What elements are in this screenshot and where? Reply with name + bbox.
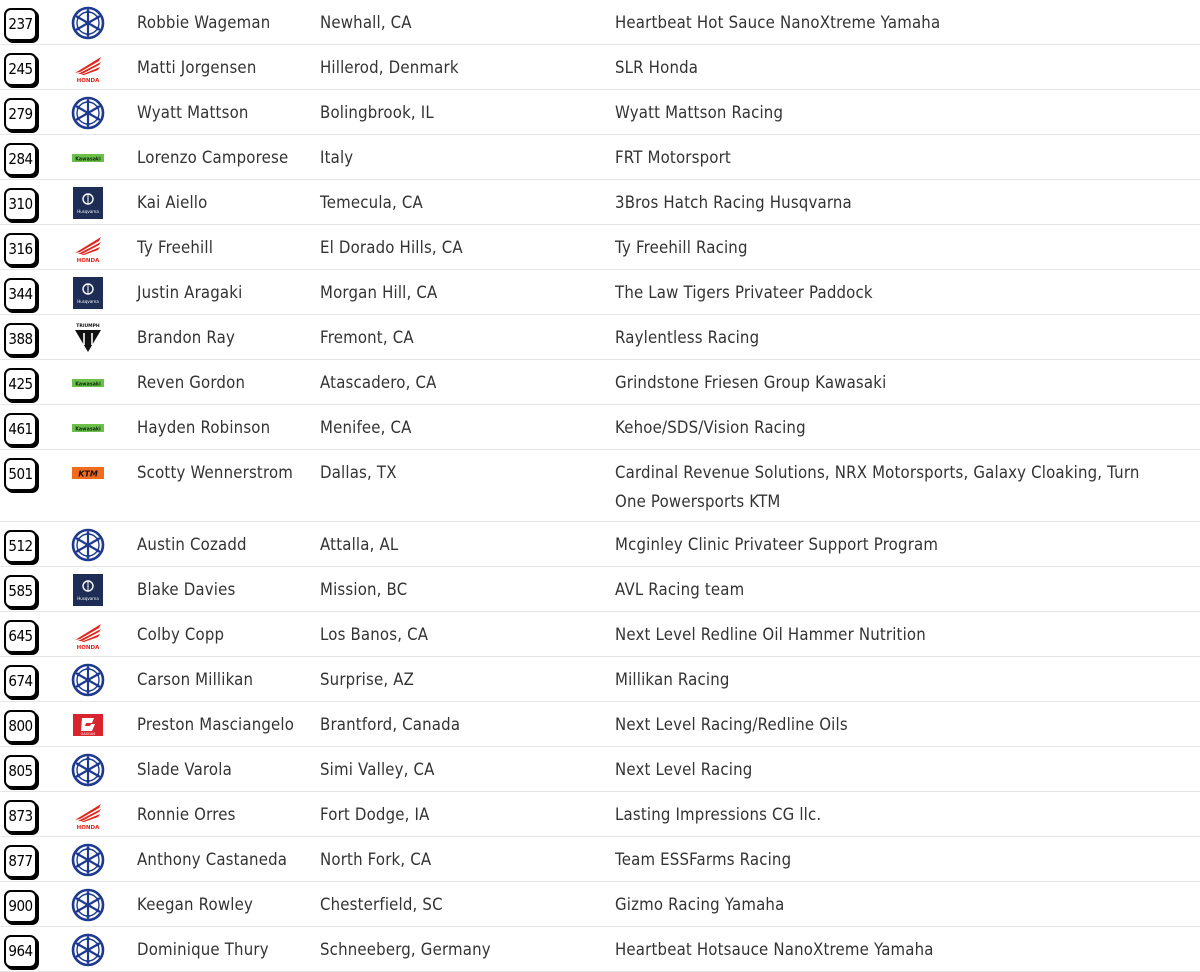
table-row xyxy=(0,612,1200,657)
rider-number-plate: 873 xyxy=(4,800,37,833)
table-row xyxy=(0,657,1200,702)
rider-number-plate: 512 xyxy=(4,530,37,563)
rider-team: Cardinal Revenue Solutions, NRX Motorsports, Galaxy Cloaking, Turn One Powersports KTM xyxy=(615,463,1140,512)
husqvarna-logo-icon xyxy=(70,573,106,607)
rider-hometown: Dallas, TX xyxy=(320,463,397,483)
rider-team: Team ESSFarms Racing xyxy=(615,850,792,870)
table-row xyxy=(0,927,1200,972)
rider-number-plate: 645 xyxy=(4,620,37,653)
yamaha-logo-icon xyxy=(70,96,106,130)
honda-logo-text: HONDA xyxy=(76,258,100,264)
rider-name: Hayden Robinson xyxy=(137,418,271,438)
husqvarna-logo-icon xyxy=(70,186,106,220)
rider-name: Matti Jorgensen xyxy=(137,58,257,78)
rider-number-plate: 964 xyxy=(4,935,37,968)
yamaha-logo-icon xyxy=(70,753,106,787)
rider-hometown: Chesterfield, SC xyxy=(320,895,443,915)
rider-number-plate: 877 xyxy=(4,845,37,878)
table-row xyxy=(0,567,1200,612)
rider-name: Brandon Ray xyxy=(137,328,235,348)
rider-hometown: Simi Valley, CA xyxy=(320,760,435,780)
triumph-logo-icon xyxy=(70,321,106,355)
rider-name: Justin Aragaki xyxy=(137,283,243,303)
rider-name: Slade Varola xyxy=(137,760,232,780)
rider-team: AVL Racing team xyxy=(615,580,745,600)
rider-number-plate: 284 xyxy=(4,143,37,176)
ktm-logo-icon xyxy=(70,456,106,490)
rider-team: FRT Motorsport xyxy=(615,148,731,168)
rider-team: Mcginley Clinic Privateer Support Program xyxy=(615,535,939,555)
svg-text:TRIUMPH: TRIUMPH xyxy=(76,324,100,329)
rider-name: Blake Davies xyxy=(137,580,236,600)
rider-name: Ty Freehill xyxy=(137,238,214,258)
honda-wing-logo-icon xyxy=(70,231,106,265)
rider-name: Scotty Wennerstrom xyxy=(137,463,294,483)
rider-hometown: Newhall, CA xyxy=(320,13,412,33)
rider-number-plate: 585 xyxy=(4,575,37,608)
rider-hometown: Surprise, AZ xyxy=(320,670,415,690)
rider-team: Wyatt Mattson Racing xyxy=(615,103,784,123)
yamaha-logo-icon xyxy=(70,843,106,877)
svg-text:KTM: KTM xyxy=(78,469,98,479)
rider-team: Lasting Impressions CG llc. xyxy=(615,805,822,825)
rider-hometown: Menifee, CA xyxy=(320,418,412,438)
honda-logo-text: HONDA xyxy=(76,78,100,84)
svg-text:GASGAS: GASGAS xyxy=(80,732,96,736)
table-row xyxy=(0,45,1200,90)
table-row xyxy=(0,882,1200,927)
rider-team: Millikan Racing xyxy=(615,670,730,690)
kawasaki-logo-icon xyxy=(70,411,106,445)
rider-number-plate: 805 xyxy=(4,755,37,788)
rider-hometown: Fort Dodge, IA xyxy=(320,805,430,825)
rider-name: Austin Cozadd xyxy=(137,535,247,555)
rider-number-plate: 316 xyxy=(4,233,37,266)
rider-team: Heartbeat Hot Sauce NanoXtreme Yamaha xyxy=(615,13,941,33)
rider-hometown: El Dorado Hills, CA xyxy=(320,238,463,258)
rider-name: Ronnie Orres xyxy=(137,805,236,825)
rider-number-plate: 344 xyxy=(4,278,37,311)
table-row xyxy=(0,450,1200,522)
rider-team: Gizmo Racing Yamaha xyxy=(615,895,785,915)
rider-hometown: Attalla, AL xyxy=(320,535,399,555)
rider-team: 3Bros Hatch Racing Husqvarna xyxy=(615,193,852,213)
rider-hometown: Atascadero, CA xyxy=(320,373,437,393)
rider-number-plate: 501 xyxy=(4,458,37,491)
kawasaki-logo-icon xyxy=(70,366,106,400)
table-row xyxy=(0,360,1200,405)
table-row xyxy=(0,837,1200,882)
rider-name: Kai Aiello xyxy=(137,193,208,213)
table-row xyxy=(0,135,1200,180)
rider-name: Anthony Castaneda xyxy=(137,850,288,870)
rider-hometown: Bolingbrook, IL xyxy=(320,103,434,123)
rider-number-plate: 388 xyxy=(4,323,37,356)
rider-name: Preston Masciangelo xyxy=(137,715,295,735)
rider-name: Wyatt Mattson xyxy=(137,103,249,123)
rider-name: Reven Gordon xyxy=(137,373,246,393)
rider-hometown: Schneeberg, Germany xyxy=(320,940,491,960)
honda-logo-text: HONDA xyxy=(76,825,100,831)
table-row xyxy=(0,90,1200,135)
table-row xyxy=(0,792,1200,837)
rider-number-plate: 279 xyxy=(4,98,37,131)
rider-name: Lorenzo Camporese xyxy=(137,148,289,168)
table-row xyxy=(0,522,1200,567)
rider-number-plate: 900 xyxy=(4,890,37,923)
rider-team: Next Level Racing xyxy=(615,760,753,780)
rider-number-plate: 310 xyxy=(4,188,37,221)
rider-team: Next Level Racing/Redline Oils xyxy=(615,715,848,735)
yamaha-logo-icon xyxy=(70,6,106,40)
rider-hometown: Brantford, Canada xyxy=(320,715,461,735)
rider-team: Kehoe/SDS/Vision Racing xyxy=(615,418,806,438)
yamaha-logo-icon xyxy=(70,528,106,562)
rider-number-plate: 800 xyxy=(4,710,37,743)
rider-number-plate: 461 xyxy=(4,413,37,446)
table-row xyxy=(0,747,1200,792)
rider-team: Ty Freehill Racing xyxy=(615,238,748,258)
yamaha-logo-icon xyxy=(70,888,106,922)
table-row xyxy=(0,315,1200,360)
rider-team: Next Level Redline Oil Hammer Nutrition xyxy=(615,625,926,645)
rider-name: Keegan Rowley xyxy=(137,895,253,915)
rider-team: Heartbeat Hotsauce NanoXtreme Yamaha xyxy=(615,940,934,960)
rider-name: Carson Millikan xyxy=(137,670,254,690)
table-row xyxy=(0,702,1200,747)
svg-text:Kawasaki: Kawasaki xyxy=(75,427,101,433)
rider-number-plate: 245 xyxy=(4,53,37,86)
table-row xyxy=(0,0,1200,45)
rider-hometown: Hillerod, Denmark xyxy=(320,58,459,78)
kawasaki-logo-icon xyxy=(70,141,106,175)
table-row xyxy=(0,180,1200,225)
svg-text:Kawasaki: Kawasaki xyxy=(75,382,101,388)
svg-text:Husqvarna: Husqvarna xyxy=(77,596,99,601)
yamaha-logo-icon xyxy=(70,663,106,697)
rider-hometown: Fremont, CA xyxy=(320,328,414,348)
svg-text:Husqvarna: Husqvarna xyxy=(77,299,99,304)
yamaha-logo-icon xyxy=(70,933,106,967)
rider-hometown: Temecula, CA xyxy=(320,193,423,213)
rider-number-plate: 674 xyxy=(4,665,37,698)
table-row xyxy=(0,405,1200,450)
rider-number-plate: 425 xyxy=(4,368,37,401)
honda-wing-logo-icon xyxy=(70,51,106,85)
rider-hometown: Los Banos, CA xyxy=(320,625,429,645)
table-row xyxy=(0,270,1200,315)
rider-team: Grindstone Friesen Group Kawasaki xyxy=(615,373,887,393)
gasgas-logo-icon xyxy=(70,708,106,742)
rider-hometown: Italy xyxy=(320,148,354,168)
rider-team: SLR Honda xyxy=(615,58,699,78)
rider-name: Robbie Wageman xyxy=(137,13,271,33)
husqvarna-logo-icon xyxy=(70,276,106,310)
rider-name: Dominique Thury xyxy=(137,940,269,960)
svg-text:Kawasaki: Kawasaki xyxy=(75,157,101,163)
rider-hometown: Mission, BC xyxy=(320,580,408,600)
rider-team: The Law Tigers Privateer Paddock xyxy=(615,283,873,303)
svg-text:Husqvarna: Husqvarna xyxy=(77,209,99,214)
table-row xyxy=(0,225,1200,270)
rider-number-plate: 237 xyxy=(4,8,37,41)
rider-name: Colby Copp xyxy=(137,625,225,645)
honda-wing-logo-icon xyxy=(70,798,106,832)
honda-logo-text: HONDA xyxy=(76,645,100,651)
rider-team: Raylentless Racing xyxy=(615,328,760,348)
rider-hometown: Morgan Hill, CA xyxy=(320,283,438,303)
honda-wing-logo-icon xyxy=(70,618,106,652)
rider-hometown: North Fork, CA xyxy=(320,850,432,870)
